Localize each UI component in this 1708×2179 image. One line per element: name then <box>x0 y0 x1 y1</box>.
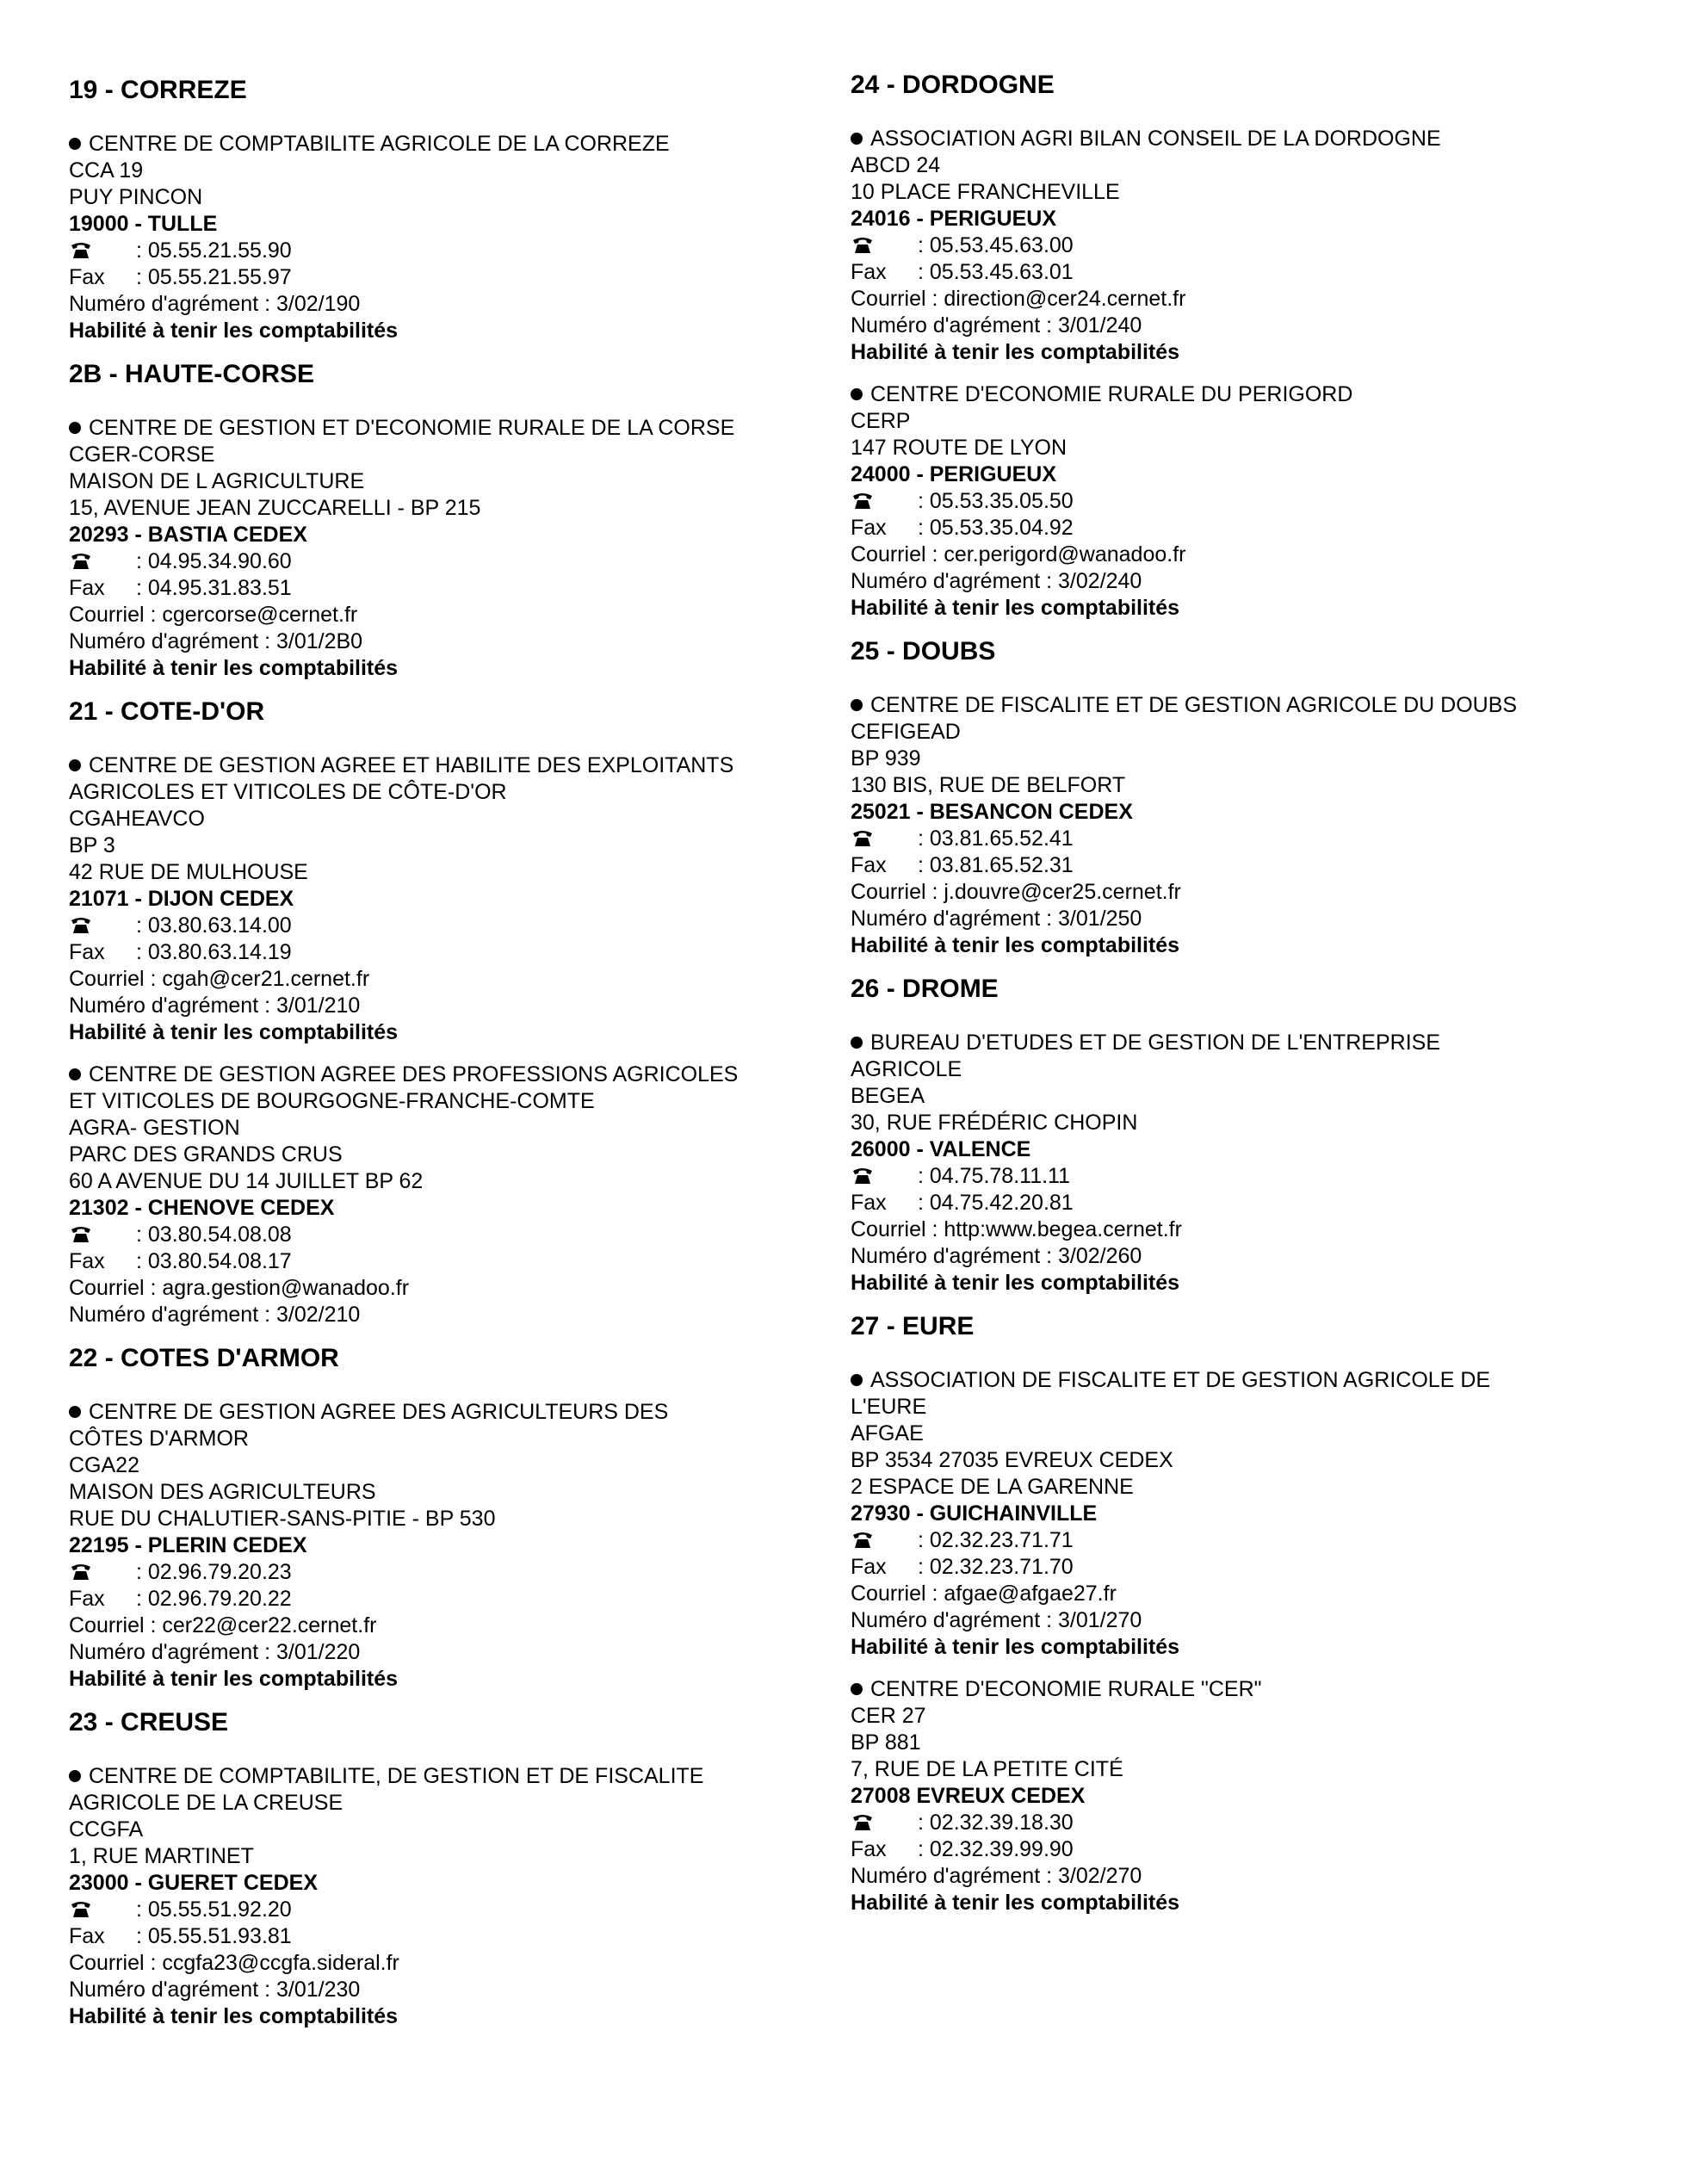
authorized-note: Habilité à tenir les comptabilités <box>69 2004 399 2028</box>
directory-entry <box>851 381 1677 622</box>
entry-phone <box>851 1163 1677 1190</box>
telephone-icon <box>851 488 918 515</box>
directory-entry <box>69 131 844 344</box>
fax-label: Fax <box>69 265 105 289</box>
entry-fax-number: : 02.32.39.99.90 <box>918 1837 1074 1861</box>
entry-name-line <box>69 752 844 779</box>
entry-name-text: CENTRE D'ECONOMIE RURALE DU PERIGORD <box>870 382 1353 406</box>
entry-fax <box>851 259 1677 286</box>
email-label: Courriel : <box>851 542 938 566</box>
directory-entry <box>69 1763 844 2030</box>
entry-address-line: RUE DU CHALUTIER-SANS-PITIE - BP 530 <box>69 1507 496 1531</box>
entry-city: 26000 - VALENCE <box>851 1137 1031 1161</box>
entry-address-line: 60 A AVENUE DU 14 JUILLET BP 62 <box>69 1169 424 1193</box>
entry-acronym: CERP <box>851 409 911 433</box>
entry-name-text: BUREAU D'ETUDES ET DE GESTION DE L'ENTREPRISE <box>870 1031 1440 1055</box>
telephone-icon <box>851 1810 918 1836</box>
entry-fax <box>851 852 1677 879</box>
bullet-icon <box>69 1068 81 1080</box>
entry-name-text: ET VITICOLES DE BOURGOGNE-FRANCHE-COMTE <box>69 1089 595 1113</box>
entry-city: 24016 - PERIGUEUX <box>851 207 1056 231</box>
entry-name-text: CENTRE DE GESTION AGREE DES PROFESSIONS AGRICOLES <box>89 1062 739 1086</box>
entry-email-address: afgae@afgae27.fr <box>944 1582 1117 1606</box>
telephone-icon <box>69 548 136 575</box>
entry-email-address: http:www.begea.cernet.fr <box>944 1217 1182 1241</box>
authorized-note: Habilité à tenir les comptabilités <box>851 1891 1180 1915</box>
entry-name-line <box>851 1676 1677 1703</box>
fax-label: Fax <box>69 940 105 964</box>
entry-acronym: CGER-CORSE <box>69 443 215 467</box>
entry-agrement-number: 3/01/250 <box>1058 907 1142 931</box>
entry-name-line <box>851 1056 1677 1083</box>
entry-name-text: L'EURE <box>851 1395 927 1419</box>
entry-agrement <box>69 1302 844 1328</box>
entry-email <box>69 1613 844 1639</box>
email-label: Courriel : <box>69 1276 157 1300</box>
entry-address-line: BP 939 <box>851 746 921 771</box>
department-heading: 27 - EURE <box>851 1312 975 1340</box>
entry-fax <box>851 1554 1677 1581</box>
entry-phone-number: : 04.75.78.11.11 <box>918 1164 1071 1188</box>
entry-address-line: 42 RUE DE MULHOUSE <box>69 860 308 884</box>
entry-phone <box>69 1559 844 1586</box>
department-heading: 21 - COTE-D'OR <box>69 697 265 726</box>
entry-phone-number: : 03.80.54.08.08 <box>136 1223 292 1247</box>
entry-fax <box>69 1248 844 1275</box>
entry-name-line <box>69 131 844 158</box>
entry-phone <box>851 826 1677 852</box>
entry-agrement-number: 3/01/270 <box>1058 1608 1142 1632</box>
entry-name-text: CENTRE DE COMPTABILITE AGRICOLE DE LA CORREZE <box>89 132 670 156</box>
entry-acronym: CER 27 <box>851 1704 926 1728</box>
authorized-note: Habilité à tenir les comptabilités <box>851 340 1180 364</box>
entry-email <box>851 1216 1677 1243</box>
department-heading: 24 - DORDOGNE <box>851 71 1055 99</box>
directory-entry <box>851 692 1677 959</box>
entry-phone-number: : 02.32.23.71.71 <box>918 1528 1074 1552</box>
entry-agrement-number: 3/01/210 <box>276 994 361 1018</box>
entry-acronym: CCA 19 <box>69 158 144 183</box>
directory-entry <box>69 1062 844 1328</box>
entry-agrement-number: 3/02/260 <box>1058 1244 1142 1268</box>
entry-name-line <box>69 415 844 442</box>
entry-name-text: AGRICOLES ET VITICOLES DE CÔTE-D'OR <box>69 780 507 804</box>
entry-phone-number: : 02.96.79.20.23 <box>136 1560 292 1584</box>
entry-phone <box>69 1897 844 1923</box>
entry-acronym: AGRA- GESTION <box>69 1116 240 1140</box>
entry-phone-number: : 03.80.63.14.00 <box>136 913 292 938</box>
directory-entry <box>851 1030 1677 1297</box>
entry-city: 22195 - PLERIN CEDEX <box>69 1533 307 1557</box>
entry-city: 25021 - BESANCON CEDEX <box>851 800 1133 824</box>
entry-city: 21302 - CHENOVE CEDEX <box>69 1196 335 1220</box>
agrement-label: Numéro d'agrément : <box>69 1303 271 1327</box>
entry-fax-number: : 03.81.65.52.31 <box>918 853 1074 877</box>
directory-entry <box>851 1676 1677 1916</box>
entry-email <box>69 966 844 993</box>
entry-address-line: 130 BIS, RUE DE BELFORT <box>851 773 1126 797</box>
entry-agrement <box>851 906 1677 932</box>
entry-agrement-number: 3/01/220 <box>276 1640 361 1664</box>
entry-city: 23000 - GUERET CEDEX <box>69 1871 318 1895</box>
entry-agrement <box>69 1639 844 1666</box>
telephone-icon <box>851 1527 918 1554</box>
entry-fax <box>851 1836 1677 1863</box>
department-heading: 26 - DROME <box>851 975 999 1003</box>
directory-entry <box>69 415 844 682</box>
entry-acronym: CGA22 <box>69 1453 139 1477</box>
entry-phone <box>851 488 1677 515</box>
telephone-icon <box>69 1897 136 1923</box>
department-heading: 25 - DOUBS <box>851 637 996 665</box>
entry-city: 27008 EVREUX CEDEX <box>851 1784 1086 1808</box>
telephone-icon <box>69 1222 136 1248</box>
bullet-icon <box>69 422 81 434</box>
authorized-note: Habilité à tenir les comptabilités <box>69 1020 399 1044</box>
entry-name-text: AGRICOLE <box>851 1057 962 1081</box>
entry-name-text: CENTRE DE GESTION AGREE ET HABILITE DES EXPLOITANTS <box>89 753 734 777</box>
entry-email-address: cer.perigord@wanadoo.fr <box>944 542 1186 566</box>
entry-fax-number: : 05.55.21.55.97 <box>136 265 292 289</box>
entry-name-text: CÔTES D'ARMOR <box>69 1427 249 1451</box>
bullet-icon <box>69 138 81 150</box>
entry-address-line: 7, RUE DE LA PETITE CITÉ <box>851 1757 1123 1781</box>
entry-phone-number: : 05.53.45.63.00 <box>918 233 1074 257</box>
entry-agrement-number: 3/02/270 <box>1058 1864 1142 1888</box>
email-label: Courriel : <box>851 1217 938 1241</box>
fax-label: Fax <box>851 1191 887 1215</box>
entry-name-line <box>69 1426 844 1452</box>
entry-phone <box>69 913 844 939</box>
entry-fax-number: : 05.53.45.63.01 <box>918 260 1074 284</box>
entry-name-line <box>69 1790 844 1817</box>
fax-label: Fax <box>69 1587 105 1611</box>
email-label: Courriel : <box>851 1582 938 1606</box>
authorized-note: Habilité à tenir les comptabilités <box>69 656 399 680</box>
entry-acronym: CCGFA <box>69 1817 144 1842</box>
bullet-icon <box>851 388 863 400</box>
entry-name-line <box>851 1394 1677 1421</box>
entry-email <box>69 1275 844 1302</box>
entry-name-line <box>69 1062 844 1088</box>
right-column <box>851 71 1677 1932</box>
authorized-note: Habilité à tenir les comptabilités <box>69 319 399 343</box>
entry-name-text: AGRICOLE DE LA CREUSE <box>69 1791 343 1815</box>
entry-email-address: cgah@cer21.cernet.fr <box>162 967 370 991</box>
entry-address-line: PARC DES GRANDS CRUS <box>69 1142 343 1167</box>
fax-label: Fax <box>851 1555 887 1579</box>
entry-address-line: 2 ESPACE DE LA GARENNE <box>851 1475 1134 1499</box>
entry-fax <box>69 939 844 966</box>
entry-fax <box>69 264 844 291</box>
entry-name-line <box>851 381 1677 408</box>
entry-name-line <box>69 1088 844 1115</box>
entry-city: 27930 - GUICHAINVILLE <box>851 1501 1098 1526</box>
entry-address-line: BP 3 <box>69 833 115 857</box>
fax-label: Fax <box>851 1837 887 1861</box>
entry-name-text: ASSOCIATION DE FISCALITE ET DE GESTION AGRICOLE DE <box>870 1368 1491 1392</box>
directory-entry <box>851 126 1677 366</box>
email-label: Courriel : <box>69 1613 157 1637</box>
authorized-note: Habilité à tenir les comptabilités <box>851 1271 1180 1295</box>
bullet-icon <box>69 1770 81 1782</box>
entry-phone <box>69 548 844 575</box>
telephone-icon <box>851 232 918 259</box>
email-label: Courriel : <box>69 1951 157 1975</box>
bullet-icon <box>851 133 863 145</box>
entry-fax-number: : 03.80.63.14.19 <box>136 940 292 964</box>
entry-acronym: AFGAE <box>851 1421 924 1445</box>
agrement-label: Numéro d'agrément : <box>69 1978 271 2002</box>
entry-fax-number: : 05.55.51.93.81 <box>136 1924 292 1948</box>
email-label: Courriel : <box>851 287 938 311</box>
entry-email-address: cer22@cer22.cernet.fr <box>162 1613 377 1637</box>
entry-agrement <box>69 628 844 655</box>
entry-name-text: CENTRE DE COMPTABILITE, DE GESTION ET DE FISCALITE <box>89 1764 704 1788</box>
entry-agrement-number: 3/01/230 <box>276 1978 361 2002</box>
agrement-label: Numéro d'agrément : <box>69 292 271 316</box>
entry-city: 21071 - DIJON CEDEX <box>69 887 294 911</box>
entry-email-address: ccgfa23@ccgfa.sideral.fr <box>162 1951 399 1975</box>
bullet-icon <box>851 1374 863 1386</box>
entry-email <box>69 1950 844 1977</box>
entry-agrement <box>851 1243 1677 1270</box>
entry-name-line <box>69 1399 844 1426</box>
bullet-icon <box>851 1683 863 1695</box>
entry-email-address: j.douvre@cer25.cernet.fr <box>944 880 1181 904</box>
telephone-icon <box>851 1163 918 1190</box>
entry-fax <box>851 1190 1677 1216</box>
left-column <box>69 76 844 2046</box>
department-heading: 19 - CORREZE <box>69 76 247 104</box>
fax-label: Fax <box>69 1249 105 1273</box>
entry-agrement <box>851 313 1677 339</box>
entry-address-line: 15, AVENUE JEAN ZUCCARELLI - BP 215 <box>69 496 481 520</box>
entry-address-line: 10 PLACE FRANCHEVILLE <box>851 180 1120 204</box>
entry-fax <box>69 1923 844 1950</box>
entry-name-line <box>851 1030 1677 1056</box>
authorized-note: Habilité à tenir les comptabilités <box>851 1635 1180 1659</box>
entry-name-text: CENTRE DE GESTION AGREE DES AGRICULTEURS DES <box>89 1400 669 1424</box>
agrement-label: Numéro d'agrément : <box>851 313 1053 337</box>
entry-email <box>851 1581 1677 1607</box>
agrement-label: Numéro d'agrément : <box>69 629 271 653</box>
entry-acronym: BEGEA <box>851 1084 925 1108</box>
entry-agrement-number: 3/02/190 <box>276 292 361 316</box>
entry-agrement <box>69 1977 844 2003</box>
entry-phone-number: : 04.95.34.90.60 <box>136 549 292 573</box>
entry-email <box>69 602 844 628</box>
agrement-label: Numéro d'agrément : <box>851 1608 1053 1632</box>
fax-label: Fax <box>851 853 887 877</box>
entry-city: 24000 - PERIGUEUX <box>851 462 1056 486</box>
entry-fax-number: : 02.96.79.20.22 <box>136 1587 292 1611</box>
email-label: Courriel : <box>69 603 157 627</box>
directory-entry <box>851 1367 1677 1661</box>
entry-acronym: CGAHEAVCO <box>69 807 205 831</box>
entry-agrement <box>851 1607 1677 1634</box>
entry-email <box>851 879 1677 906</box>
entry-phone <box>851 1527 1677 1554</box>
bullet-icon <box>851 1037 863 1049</box>
entry-phone <box>69 238 844 264</box>
entry-name-text: CENTRE D'ECONOMIE RURALE "CER" <box>870 1677 1262 1701</box>
entry-address-line: MAISON DES AGRICULTEURS <box>69 1480 376 1504</box>
entry-agrement-number: 3/02/210 <box>276 1303 361 1327</box>
authorized-note: Habilité à tenir les comptabilités <box>851 596 1180 620</box>
telephone-icon <box>851 826 918 852</box>
entry-city: 20293 - BASTIA CEDEX <box>69 523 307 547</box>
entry-fax-number: : 03.80.54.08.17 <box>136 1249 292 1273</box>
entry-city: 19000 - TULLE <box>69 212 218 236</box>
directory-entry <box>69 1399 844 1693</box>
entry-address-line: PUY PINCON <box>69 185 203 209</box>
entry-email <box>851 542 1677 568</box>
fax-label: Fax <box>851 260 887 284</box>
entry-agrement-number: 3/02/240 <box>1058 569 1142 593</box>
entry-acronym: ABCD 24 <box>851 153 941 177</box>
entry-agrement <box>851 1863 1677 1890</box>
authorized-note: Habilité à tenir les comptabilités <box>69 1667 399 1691</box>
entry-name-text: CENTRE DE GESTION ET D'ECONOMIE RURALE DE LA CORSE <box>89 416 735 440</box>
directory-entry <box>69 752 844 1046</box>
entry-fax <box>69 1586 844 1613</box>
telephone-icon <box>69 1559 136 1586</box>
bullet-icon <box>69 759 81 771</box>
entry-phone-number: : 05.55.21.55.90 <box>136 238 292 263</box>
agrement-label: Numéro d'agrément : <box>851 569 1053 593</box>
entry-address-line: BP 3534 27035 EVREUX CEDEX <box>851 1448 1173 1472</box>
entry-fax-number: : 04.95.31.83.51 <box>136 576 292 600</box>
bullet-icon <box>69 1406 81 1418</box>
agrement-label: Numéro d'agrément : <box>851 1864 1053 1888</box>
entry-agrement <box>69 993 844 1019</box>
agrement-label: Numéro d'agrément : <box>851 1244 1053 1268</box>
entry-address-line: MAISON DE L AGRICULTURE <box>69 469 365 493</box>
telephone-icon <box>69 238 136 264</box>
agrement-label: Numéro d'agrément : <box>851 907 1053 931</box>
entry-address-line: 147 ROUTE DE LYON <box>851 436 1068 460</box>
entry-agrement <box>851 568 1677 595</box>
fax-label: Fax <box>69 1924 105 1948</box>
entry-email-address: agra.gestion@wanadoo.fr <box>162 1276 410 1300</box>
entry-email-address: direction@cer24.cernet.fr <box>944 287 1186 311</box>
entry-agrement-number: 3/01/240 <box>1058 313 1142 337</box>
entry-name-line <box>69 1763 844 1790</box>
entry-fax-number: : 04.75.42.20.81 <box>918 1191 1074 1215</box>
department-heading: 22 - COTES D'ARMOR <box>69 1344 339 1372</box>
entry-address-line: 1, RUE MARTINET <box>69 1844 254 1868</box>
entry-fax-number: : 02.32.23.71.70 <box>918 1555 1074 1579</box>
entry-acronym: CEFIGEAD <box>851 720 961 744</box>
entry-phone-number: : 05.53.35.05.50 <box>918 489 1074 513</box>
bullet-icon <box>851 699 863 711</box>
entry-address-line: BP 881 <box>851 1730 921 1755</box>
entry-email <box>851 286 1677 313</box>
entry-phone-number: : 03.81.65.52.41 <box>918 826 1074 851</box>
department-heading: 23 - CREUSE <box>69 1708 229 1736</box>
entry-address-line: 30, RUE FRÉDÉRIC CHOPIN <box>851 1111 1138 1135</box>
entry-phone <box>851 1810 1677 1836</box>
department-heading: 2B - HAUTE-CORSE <box>69 360 315 388</box>
telephone-icon <box>69 913 136 939</box>
entry-name-line <box>851 1367 1677 1394</box>
entry-phone <box>69 1222 844 1248</box>
entry-name-line <box>851 126 1677 152</box>
entry-name-line <box>851 692 1677 719</box>
entry-phone <box>851 232 1677 259</box>
agrement-label: Numéro d'agrément : <box>69 1640 271 1664</box>
entry-agrement-number: 3/01/2B0 <box>276 629 363 653</box>
entry-name-text: CENTRE DE FISCALITE ET DE GESTION AGRICOLE DU DOUBS <box>870 693 1518 717</box>
fax-label: Fax <box>69 576 105 600</box>
entry-phone-number: : 02.32.39.18.30 <box>918 1811 1074 1835</box>
authorized-note: Habilité à tenir les comptabilités <box>851 933 1180 957</box>
entry-phone-number: : 05.55.51.92.20 <box>136 1897 292 1922</box>
entry-name-text: ASSOCIATION AGRI BILAN CONSEIL DE LA DORDOGNE <box>870 127 1441 151</box>
fax-label: Fax <box>851 516 887 540</box>
entry-fax <box>851 515 1677 542</box>
email-label: Courriel : <box>851 880 938 904</box>
entry-email-address: cgercorse@cernet.fr <box>162 603 358 627</box>
entry-fax-number: : 05.53.35.04.92 <box>918 516 1074 540</box>
entry-fax <box>69 575 844 602</box>
email-label: Courriel : <box>69 967 157 991</box>
entry-name-line <box>69 779 844 806</box>
agrement-label: Numéro d'agrément : <box>69 994 271 1018</box>
entry-agrement <box>69 291 844 318</box>
